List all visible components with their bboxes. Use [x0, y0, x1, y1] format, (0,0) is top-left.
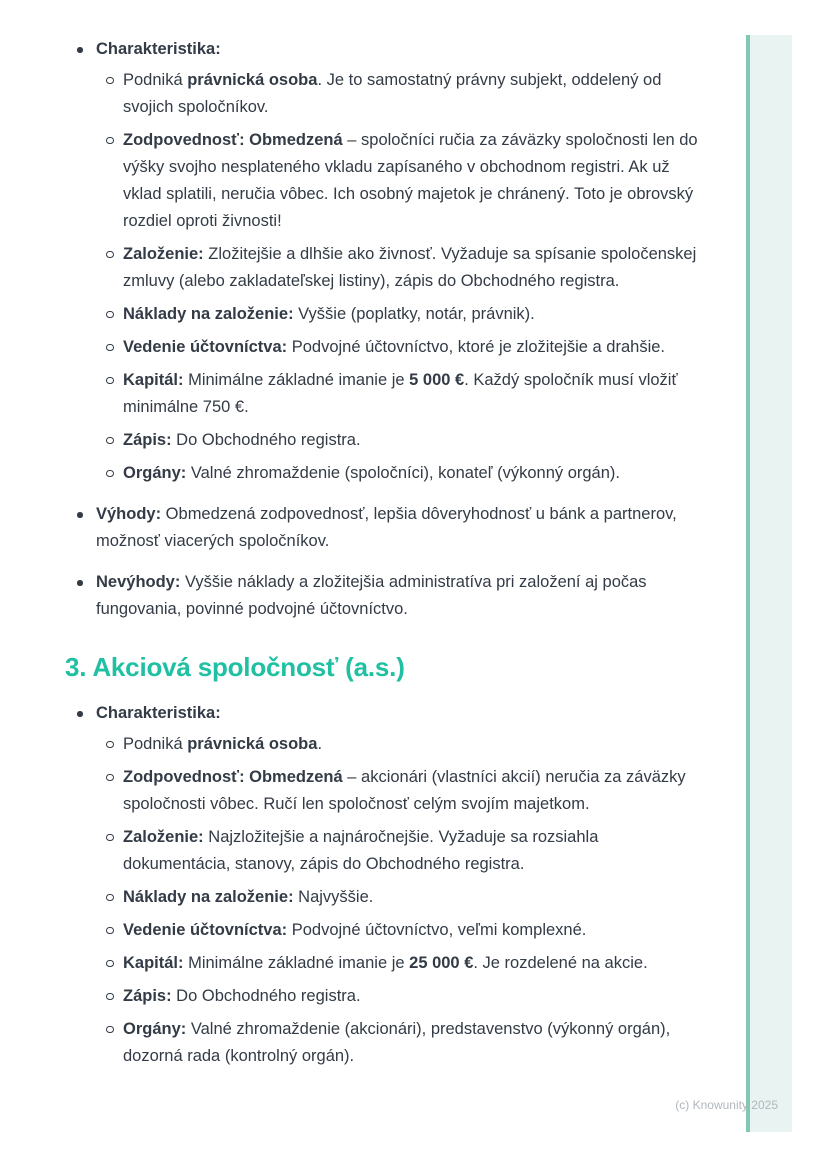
text-segment: Podvojné účtovníctvo, ktoré je zložitejšie a drahšie. [287, 338, 666, 356]
bold-text-segment: Orgány: [123, 464, 187, 482]
sub-list-item [123, 127, 701, 235]
text-segment: . [317, 735, 323, 753]
sub-bullet-list [96, 67, 702, 487]
sub-list-item [123, 301, 701, 328]
bold-text-segment: Charakteristika: [96, 704, 221, 722]
list-item [96, 569, 702, 623]
text-segment: Podniká [123, 71, 188, 89]
text-segment: Minimálne základné imanie je [183, 954, 410, 972]
bold-text-segment: Zápis: [123, 987, 172, 1005]
page-edge-strip [746, 35, 792, 1132]
bullet-list [60, 36, 704, 623]
section-heading-as: 3. Akciová spoločnosť (a.s.) [65, 652, 405, 682]
text-segment: Do Obchodného registra. [171, 987, 361, 1005]
sub-bullet-list [96, 731, 702, 1070]
sub-list-item [123, 1016, 701, 1070]
text-segment: Vyššie náklady a zložitejšia administratíva pri založení aj počas fungovania, povinné podvojné účtovníctvo. [96, 573, 647, 618]
sub-list-item [123, 950, 701, 977]
text-segment: Zložitejšie a dlhšie ako živnosť. Vyžaduje sa spísanie spoločenskej zmluvy (alebo zakladateľskej listiny), zápis do Obchodného registra. [123, 245, 697, 290]
bold-text-segment: Charakteristika: [96, 40, 221, 58]
sub-list-item [123, 334, 701, 361]
bold-text-segment: Náklady na založenie: [123, 305, 294, 323]
copyright-footer: (c) Knowunity 2025 [675, 1098, 778, 1112]
text-segment: . Každý spoločník musí vložiť minimálne 750 €. [123, 371, 678, 416]
text-segment: Obmedzená zodpovednosť, lepšia dôveryhodnosť u bánk a partnerov, možnosť viacerých spoločníkov. [96, 505, 677, 550]
text-segment: Podniká [123, 735, 188, 753]
list-item [96, 501, 702, 555]
text-segment: Valné zhromaždenie (akcionári), predstavenstvo (výkonný orgán), dozorná rada (kontrolný orgán). [123, 1020, 671, 1065]
text-segment: Najzložitejšie a najnáročnejšie. Vyžaduje sa rozsiahla dokumentácia, stanovy, zápis do Obchodného registra. [123, 828, 599, 873]
bold-text-segment: 5 000 € [409, 371, 465, 389]
sub-list-item [123, 427, 701, 454]
bold-text-segment: Vedenie účtovníctva: [123, 338, 288, 356]
text-segment: Najvyššie. [293, 888, 374, 906]
section-as-details [60, 700, 685, 1070]
bold-text-segment: Založenie: [123, 245, 204, 263]
list-item [96, 36, 702, 487]
bold-text-segment: Orgány: [123, 1020, 187, 1038]
list-item [96, 700, 702, 1070]
bold-text-segment: Zápis: [123, 431, 172, 449]
text-segment: Do Obchodného registra. [171, 431, 361, 449]
bold-text-segment: právnická osoba [187, 735, 318, 753]
section-sro-details [60, 36, 698, 623]
bold-text-segment: Vedenie účtovníctva: [123, 921, 288, 939]
document-content [60, 36, 698, 1084]
bold-text-segment: právnická osoba [187, 71, 318, 89]
bold-text-segment: Náklady na založenie: [123, 888, 294, 906]
sub-list-item [123, 764, 701, 818]
text-segment: Minimálne základné imanie je [183, 371, 410, 389]
text-segment: Vyššie (poplatky, notár, právnik). [293, 305, 535, 323]
text-segment: Valné zhromaždenie (spoločníci), konateľ (výkonný orgán). [186, 464, 620, 482]
bold-text-segment: Založenie: [123, 828, 204, 846]
text-segment: – akcionári (vlastníci akcií) neručia za záväzky spoločnosti vôbec. Ručí len spoločnosť celým svojím majetkom. [123, 768, 686, 813]
sub-list-item [123, 367, 701, 421]
bold-text-segment: 25 000 € [409, 954, 474, 972]
bold-text-segment: Kapitál: [123, 371, 184, 389]
bold-text-segment: Zodpovednosť: Obmedzená [123, 768, 343, 786]
text-segment: . Je to samostatný právny subjekt, oddelený od svojich spoločníkov. [123, 71, 662, 116]
sub-list-item [123, 731, 701, 758]
bold-text-segment: Zodpovednosť: Obmedzená [123, 131, 343, 149]
text-segment: . Je rozdelené na akcie. [473, 954, 648, 972]
bold-text-segment: Výhody: [96, 505, 162, 523]
sub-list-item [123, 983, 701, 1010]
bold-text-segment: Kapitál: [123, 954, 184, 972]
sub-list-item [123, 241, 701, 295]
text-segment: – spoločníci ručia za záväzky spoločnosti len do výšky svojho nesplateného vkladu zapísaného v obchodnom registri. Ak už vklad splatili, neručia vôbec. Ich osobný majetok je chránený. Toto je obrovský rozdiel oproti živnosti! [123, 131, 698, 230]
sub-list-item [123, 67, 701, 121]
bullet-list [60, 700, 704, 1070]
sub-list-item [123, 917, 701, 944]
bold-text-segment: Nevýhody: [96, 573, 181, 591]
sub-list-item [123, 824, 701, 878]
sub-list-item [123, 460, 701, 487]
text-segment: Podvojné účtovníctvo, veľmi komplexné. [287, 921, 587, 939]
sub-list-item [123, 884, 701, 911]
